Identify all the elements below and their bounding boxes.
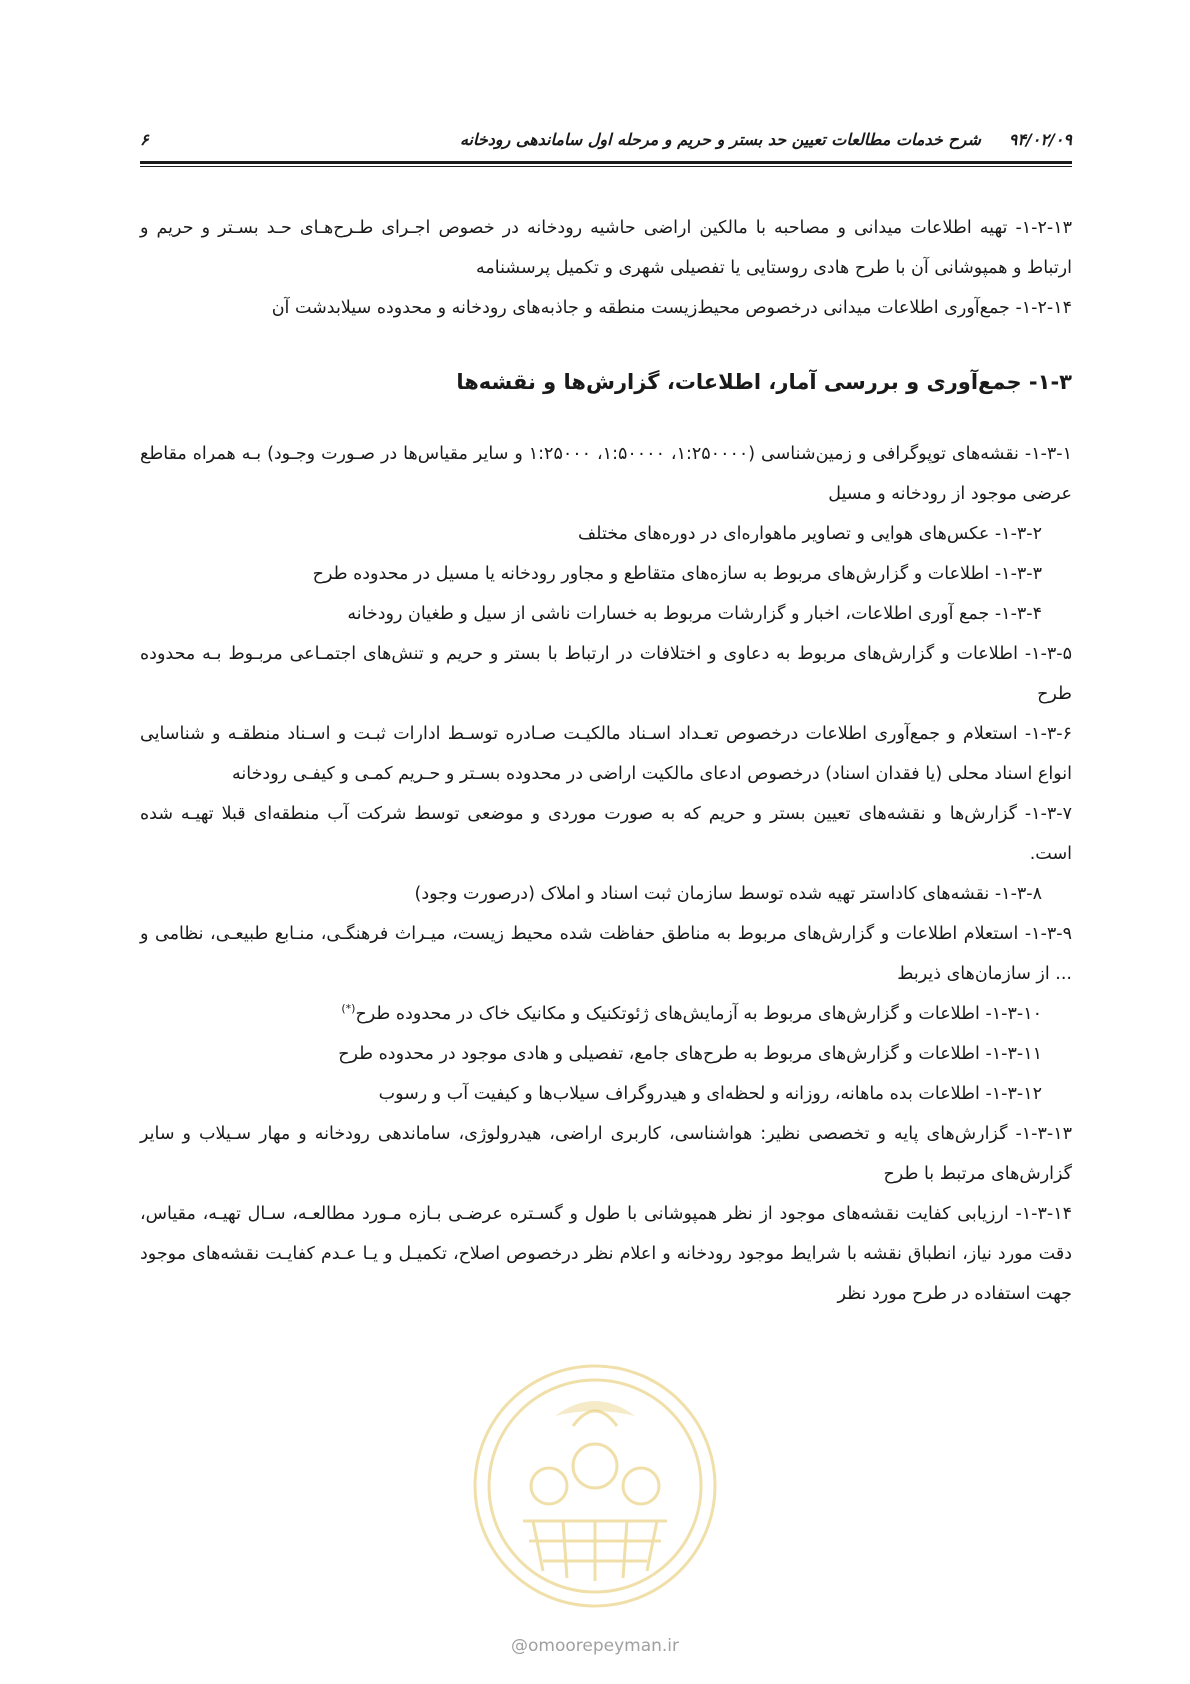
paragraph-1-2-14: ۱-۲-۱۴- جمع‌آوری اطلاعات میدانی درخصوص محیط‌زیست منطقه و جاذبه‌های رودخانه و محدوده سیلابدشت آن <box>271 298 1072 318</box>
paragraph-1-3-13: ۱-۳-۱۳- گزارش‌های پایه و تخصصی نظیر: هواشناسی، کاربری اراضی، هیدرولوژی، ساماندهی رودخانه و مهار سـیلاب و سایر گزارش‌های مرتبط با طرح <box>140 1124 1072 1184</box>
paragraph-1-3-6: ۱-۳-۶- استعلام و جمع‌آوری اطلاعات درخصوص تعـداد اسـناد مالکیـت صـادره توسـط ادارات ثبـت و اسـناد منطقـه و شناسایی انواع اسناد محلی (یا فقدان اسناد) درخصوص ادعای مالکیت اراضی در محدوده بسـتر و حـریم کمـی و کیفـی رودخانه <box>140 724 1072 784</box>
watermark-site: @omoorepeyman.ir <box>510 1636 680 1656</box>
paragraph-1-2-13: ۱-۲-۱۳- تهیه اطلاعات میدانی و مصاحبه با مالکین اراضی حاشیه رودخانه در خصوص اجـرای طـرح‌هـای حـد بسـتر و حریم و ارتباط و همپوشانی آن با طرح هادی روستایی یا تفصیلی شهری و تکمیل پرسشنامه <box>140 218 1072 278</box>
watermark-seal-icon <box>463 1346 727 1626</box>
footnote-marker: (*) <box>341 1002 356 1016</box>
paragraph-1-3-5: ۱-۳-۵- اطلاعات و گزارش‌های مربوط به دعاوی و اختلافات در ارتباط با بستر و حریم و تنش‌های اجتمـاعی مربـوط بـه محدوده طرح <box>140 644 1072 704</box>
header-rule-thick <box>140 161 1072 164</box>
paragraph-1-3-3: ۱-۳-۳- اطلاعات و گزارش‌های مربوط به سازه‌های متقاطع و مجاور رودخانه یا مسیل در محدوده طرح <box>312 564 1042 584</box>
paragraph-1-3-7: ۱-۳-۷- گزارش‌ها و نقشه‌های تعیین بستر و حریم که به صورت موردی و موضعی توسط شرکت آب منطقه‌ای قبلا تهیـه شده است. <box>140 804 1072 864</box>
header-date: ۹۴/۰۲/۰۹ <box>1008 130 1072 149</box>
paragraph-1-3-10-text: ۱-۳-۱۰- اطلاعات و گزارش‌های مربوط به آزمایش‌های ژئوتکنیک و مکانیک خاک در محدوده طرح <box>355 1004 1042 1024</box>
header-title-text: شرح خدمات مطالعات تعیین حد بستر و حریم و مرحله اول ساماندهی رودخانه <box>459 130 981 149</box>
paragraph-1-3-2: ۱-۳-۲- عکس‌های هوایی و تصاویر ماهواره‌ای در دوره‌های مختلف <box>578 524 1042 544</box>
paragraph-1-3-12: ۱-۳-۱۲- اطلاعات بده ماهانه، روزانه و لحظه‌ای و هیدروگراف سیلاب‌ها و کیفیت آب و رسوب <box>378 1084 1042 1104</box>
section-heading-1-3: ۱-۳- جمع‌آوری و بررسی آمار، اطلاعات، گزارش‌ها و نقشه‌ها <box>456 370 1072 394</box>
spacer <box>140 328 1072 362</box>
paragraph-1-3-14: ۱-۳-۱۴- ارزیابی کفایت نقشه‌های موجود از نظر همپوشانی با طول و گسـتره عرضـی بـازه مـورد مطالعـه، سـال تهیـه، مقیاس، دقت مورد نیاز، انطباق نقشه با شرایط موجود رودخانه و اعلام نظر درخصوص اصلاح، تکمیـل و یـا عـدم کفایـت نقشه‌های موجود جهت استفاده در طرح مورد نظر <box>140 1204 1072 1304</box>
header-rule-thin <box>140 166 1072 167</box>
page-number: ۶ <box>140 130 149 149</box>
page-header <box>140 124 1072 164</box>
paragraph-1-3-4: ۱-۳-۴- جمع آوری اطلاعات، اخبار و گزارشات مربوط به خسارات ناشی از سیل و طغیان رودخانه <box>347 604 1042 624</box>
paragraph-1-3-8: ۱-۳-۸- نقشه‌های کاداستر تهیه شده توسط سازمان ثبت اسناد و املاک (درصورت وجود) <box>414 884 1042 904</box>
paragraph-1-3-1: ۱-۳-۱- نقشه‌های توپوگرافی و زمین‌شناسی (۱:۲۵۰۰۰۰، ۱:۵۰۰۰۰، ۱:۲۵۰۰۰ و سایر مقیاس‌ها در صـورت وجـود) بـه همراه مقاطع عرضی موجود از رودخانه و مسیل <box>140 444 1073 504</box>
header-title <box>460 130 1072 149</box>
paragraph-1-3-11: ۱-۳-۱۱- اطلاعات و گزارش‌های مربوط به طرح‌های جامع، تفصیلی و هادی موجود در محدوده طرح <box>338 1044 1042 1064</box>
paragraph-1-3-10 <box>140 994 1072 1034</box>
paragraph-1-3-9: ۱-۳-۹- استعلام اطلاعات و گزارش‌های مربوط به مناطق حفاظت شده محیط زیست، میـراث فرهنگـی، منـابع طبیعـی، نظامی و ... از سازمان‌های ذیربط <box>140 924 1072 984</box>
page-content <box>140 208 1072 1314</box>
